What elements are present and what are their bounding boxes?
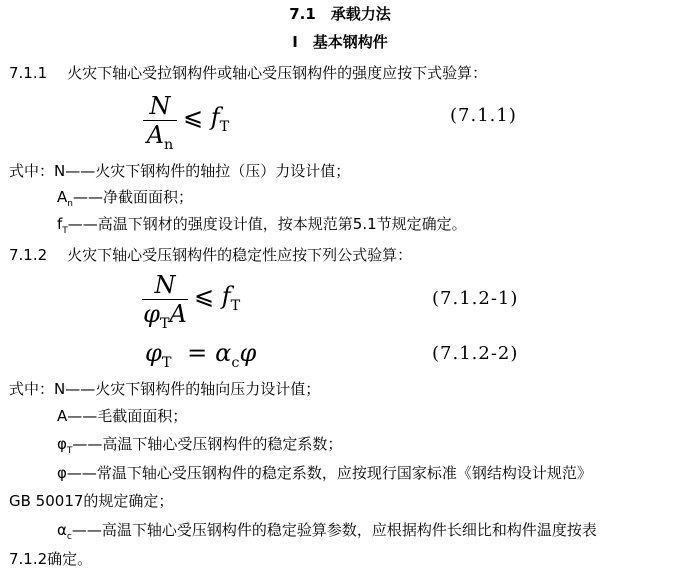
fraction-n-over-phit-a [142,272,188,337]
denominator: $\varphi_TA$ [143,300,187,332]
fraction-n-over-an [143,93,177,158]
numerator: N [154,271,176,299]
definition-row: $\alpha_c——$高温下轴心受压钢构件的稳定验算参数，应根据构件长细比和构件温度按表 [57,521,597,542]
clause-7-1-2 [9,245,412,265]
section-subtitle: Ⅰ 基本钢构件 [292,33,388,51]
equation-number: (7.1.2-2) [432,343,519,364]
clause-7-1-1 [9,63,487,83]
clause-number: 7.1.1 [9,64,48,82]
definition-row: 式中：N——火灾下钢构件的轴向压力设计值； [9,380,321,398]
numerator: N [149,92,171,120]
section-title: 7.1 承载力法 [289,5,391,23]
clause-text: 火灾下轴心受压钢构件的稳定性应按下列公式验算： [67,246,413,264]
definition-row: A——毛截面面积； [57,407,188,425]
clause-text: 火灾下轴心受拉钢构件或轴心受压钢构件的强度应按下式验算： [67,64,488,82]
formula-phit: $\varphi_T = \alpha_c\varphi$ [145,339,257,371]
definition-row: φ——常温下轴心受压钢构件的稳定系数，应按现行国家标准《钢结构设计规范》 [57,464,592,482]
leq-symbol: ⩽ [183,103,204,131]
definition-row: $f_T——$高温下钢材的强度设计值，按本规范第5.1节规定确定。 [57,215,467,236]
where-label: 式中： [9,162,55,180]
definition-row: $A_n——$净截面面积； [57,188,193,209]
clause-number: 7.1.2 [9,246,48,264]
equation-number: (7.1.1) [450,105,517,126]
formula-rhs: ⩽ $f_T$ [183,103,230,135]
formula-rhs: ⩽ $f_T$ [194,282,241,314]
equation-number: (7.1.2-1) [432,288,519,309]
definition-row: 式中：N——火灾下钢构件的轴拉（压）力设计值； [9,162,351,180]
definition-continuation: GB 50017的规定确定； [9,492,174,510]
denominator: $A_n$ [146,121,174,153]
definition-row: $\varphi_T——$高温下轴心受压钢构件的稳定系数； [57,435,343,456]
definition-continuation: 7.1.2确定。 [9,550,93,568]
where-label: 式中： [9,380,55,398]
leq-symbol: ⩽ [194,282,215,310]
